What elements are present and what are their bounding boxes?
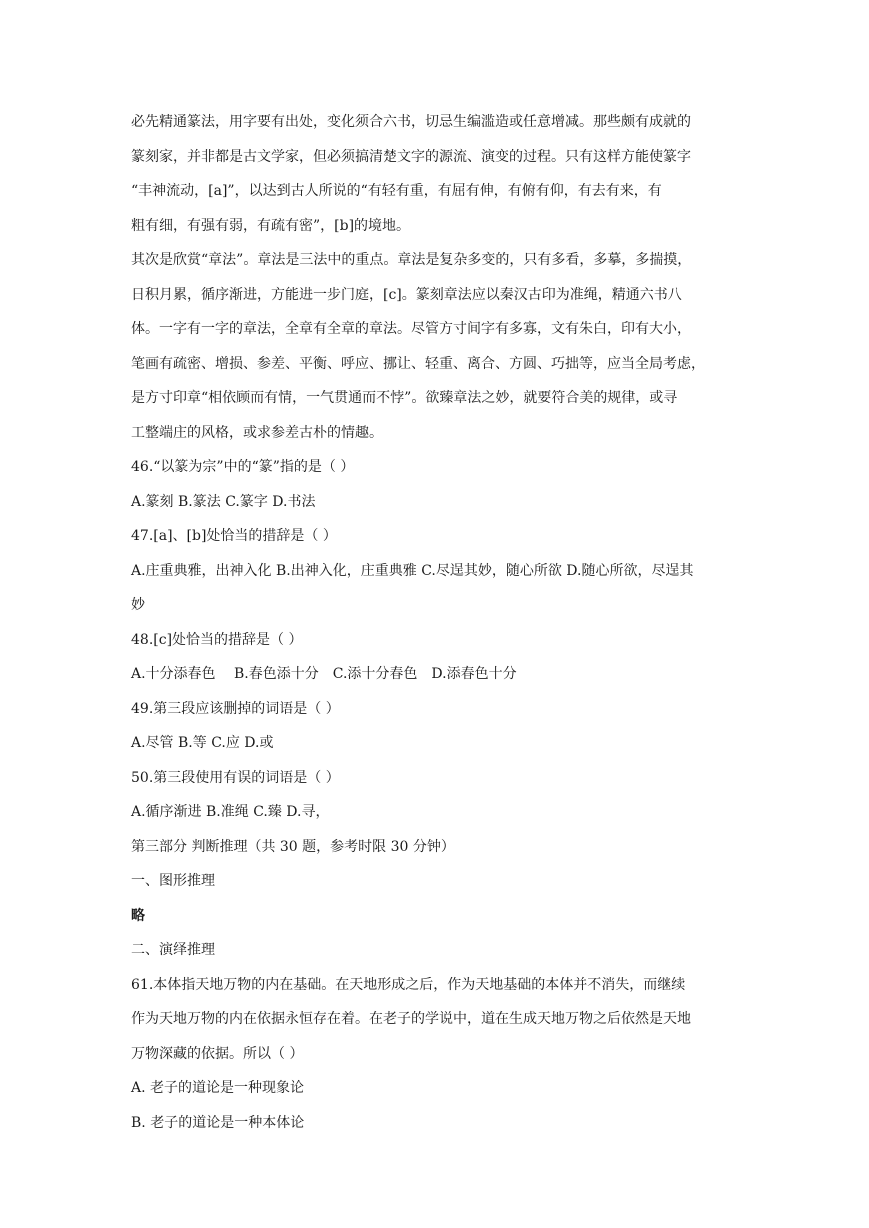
- subsection-title-deductive-reasoning: 二、演绎推理: [131, 942, 215, 958]
- question-stem: 49.第三段应该删掉的词语是（ ）: [131, 700, 340, 717]
- option-a: A. 老子的道论是一种现象论: [131, 1080, 305, 1096]
- question-stem: 48.[c]处恰当的措辞是（ ）: [131, 631, 303, 648]
- question-stem-line: 作为天地万物的内在依据永恒存在着。在老子的学说中，道在生成天地万物之后依然是天地: [131, 1011, 691, 1027]
- option-b: B. 老子的道论是一种本体论: [131, 1114, 305, 1131]
- question-stem: 46.“以篆为宗”中的“篆”指的是（ ）: [131, 459, 355, 475]
- question-options: A.尽管 B.等 C.应 D.或: [131, 735, 274, 751]
- text-line: 篆刻家，并非都是古文学家，但必须搞清楚文字的源流、演变的过程。只有这样方能使篆字: [131, 148, 691, 165]
- question-46: [131, 450, 741, 519]
- question-48: [131, 623, 741, 692]
- omitted-note: 略: [131, 907, 145, 924]
- text-line: 日积月累，循序渐进，方能进一步门庭，[c]。篆刻章法应以秦汉古印为准绳，精通六书八: [131, 286, 682, 303]
- document-page: [131, 105, 741, 1140]
- text-line: 必先精通篆法，用字要有出处，变化须合六书，切忌生编滥造或任意增减。那些颇有成就的: [131, 114, 691, 130]
- subsection-title-figure-reasoning: 一、图形推理: [131, 873, 215, 889]
- question-options: A.庄重典雅，出神入化 B.出神入化，庄重典雅 C.尽逞其妙，随心所欲 D.随心所欲，尽逞其: [131, 562, 694, 579]
- question-stem: 47.[a]、[b]处恰当的措辞是（ ）: [131, 528, 337, 544]
- question-47: [131, 519, 741, 623]
- section-title-part3: 第三部分 判断推理（共 30 题，参考时限 30 分钟）: [131, 838, 455, 855]
- question-options: A.循序渐进 B.准绳 C.臻 D.寻，: [131, 804, 330, 820]
- text-line: 体。一字有一字的章法，全章有全章的章法。尽管方寸间字有多寡，文有朱白，印有大小，: [131, 321, 691, 337]
- question-stem-line: 61.本体指天地万物的内在基础。在天地形成之后，作为天地基础的本体并不消失，而继续: [131, 976, 686, 993]
- question-50: [131, 761, 741, 830]
- text-line: 工整端庄的风格，或求参差古朴的情趣。: [131, 424, 383, 441]
- paragraph-composition: [131, 243, 741, 450]
- question-61: [131, 968, 741, 1141]
- question-options-continued: 妙: [131, 597, 145, 613]
- question-stem-line: 万物深藏的依据。所以（ ）: [131, 1045, 304, 1062]
- text-line: 是方寸印章“相依顾而有情，一气贯通而不悖”。欲臻章法之妙，就要符合美的规律，或寻: [131, 390, 678, 406]
- text-line: 粗有细，有强有弱，有疏有密”，[b]的境地。: [131, 217, 411, 234]
- question-49: [131, 692, 741, 761]
- paragraph-seal-engraving-rules: [131, 105, 741, 243]
- text-line: “丰神流动，[a]”，以达到古人所说的“有轻有重，有屈有伸，有俯有仰，有去有来，有: [131, 183, 662, 199]
- question-options: A.十分添春色 B.春色添十分 C.添十分春色 D.添春色十分: [131, 666, 517, 682]
- text-line: 笔画有疏密、增损、参差、平衡、呼应、挪让、轻重、离合、方圆、巧拙等，应当全局考虑，: [131, 355, 705, 372]
- question-stem: 50.第三段使用有误的词语是（ ）: [131, 769, 340, 786]
- question-options: A.篆刻 B.篆法 C.篆字 D.书法: [131, 493, 316, 510]
- text-line: 其次是欣赏“章法”。章法是三法中的重点。章法是复杂多变的，只有多看，多摹，多揣摸，: [131, 252, 692, 268]
